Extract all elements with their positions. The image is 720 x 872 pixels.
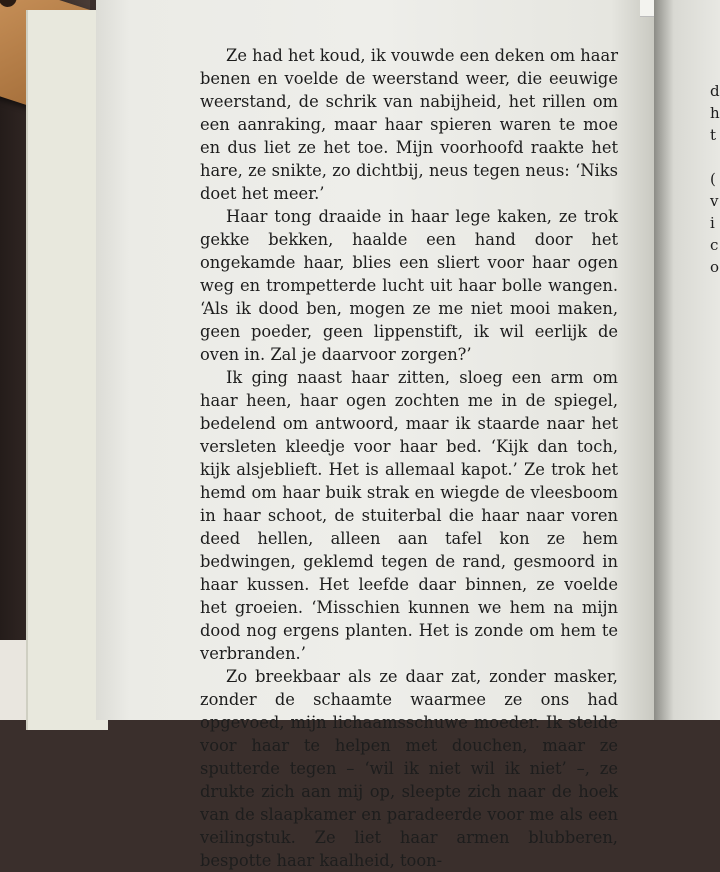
right-page-fragment: o [710,258,720,276]
right-page-fragment: v [710,192,719,210]
right-page-fragment: ( [710,170,716,188]
wood-hole [0,0,19,9]
paragraph: Ze had het koud, ik vouwde een deken om haar benen en voelde de weerstand weer, die eeuwige weerstand, de schrik van nabijheid, het rillen om een aanraking, maar haar spieren waren te moe en dus liet ze het toe. Mijn voorhoofd raakte het hare, ze snikte, zo dichtbij, neus tegen neus: ‘Niks doet het meer.’ [200,46,618,203]
right-page [654,0,720,720]
paragraph: Ik ging naast haar zitten, sloeg een arm om haar heen, haar ogen zochten me in de spiegel, bedelend om antwoord, maar ik staarde naar het versleten kleedje voor haar bed. ‘Kijk dan toch, kijk alsjeblieft. Het is allemaal kapot.’ Ze trok het hemd om haar buik strak en wiegde de vleesboom in haar schoot, de stuiterbal die haar naar voren deed hellen, alleen aan tafel kon ze hem bedwingen, geklemd tegen de rand, gesmoord in haar kussen. Het leefde daar binnen, ze voelde het groeien. ‘Misschien kunnen we hem na mijn dood nog ergens planten. Het is zonde om hem te verbranden.’ [200,368,618,663]
right-page-fragment: i [710,214,715,232]
right-page-fragment: c [710,236,719,254]
paragraph: Zo breekbaar als ze daar zat, zonder masker, zonder de schaamte waarmee ze ons had opgevoed, mijn lichaamsschuwe moeder. Ik stelde voor haar te helpen met douchen, maar ze sputterde tegen – ‘wil ik niet wil ik niet’ –, ze drukte zich aan mij op, sleepte zich naar de hoek van de slaapkamer en paradeerde voor me als een veilingstuk. Ze liet haar armen blubberen, bespotte haar kaalheid, toon- [200,667,618,870]
right-page-fragment: d [710,82,720,100]
paragraph: Haar tong draaide in haar lege kaken, ze trok gekke bekken, haalde een hand door het ongekamde haar, blies een sliert voor haar ogen weg en trompetterde lucht uit haar bolle wangen. ‘Als ik dood ben, mogen ze me niet mooi maken, geen poeder, geen lippenstift, ik wil eerlijk de oven in. Zal je daarvoor zorgen?’ [200,207,618,364]
page-text [200,44,618,872]
right-page-fragment: t [710,126,717,144]
right-page-fragment: h [710,104,720,122]
